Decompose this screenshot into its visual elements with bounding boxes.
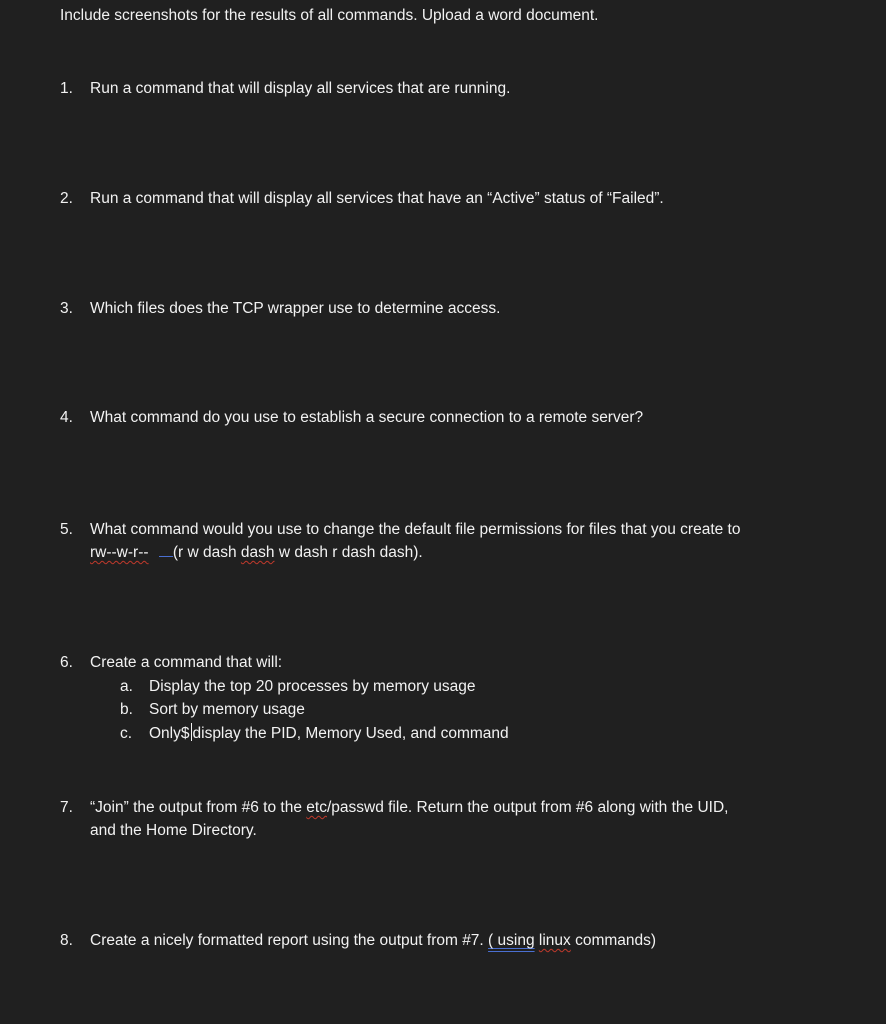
question-6-number: 6. xyxy=(60,654,73,671)
question-8-text xyxy=(90,930,656,952)
question-8-using: ( using xyxy=(488,932,535,949)
question-4-number: 4. xyxy=(60,409,73,426)
question-8-linux: linux xyxy=(538,932,571,949)
question-5-line2 xyxy=(90,542,423,564)
subitem-c-text-a: Only$ xyxy=(149,725,190,742)
subitem-c-letter: c. xyxy=(120,725,133,742)
dash-word: dash xyxy=(240,544,275,561)
question-7-etc: etc xyxy=(306,799,327,816)
permission-string: rw--w-r-- xyxy=(90,544,149,561)
question-8-number: 8. xyxy=(60,932,73,949)
subitem-a-letter: a. xyxy=(120,678,133,695)
question-5-text: What command would you use to change the default file permissions for files that you create to xyxy=(90,521,741,538)
question-7-text-a: “Join” the output from #6 to the xyxy=(90,799,307,816)
question-5-number: 5. xyxy=(60,521,73,538)
paren-text-a: (r w dash xyxy=(172,544,241,561)
question-8-text-e: commands) xyxy=(570,932,657,949)
question-2-number: 2. xyxy=(60,190,73,207)
paren-text-b: w dash r dash dash). xyxy=(274,544,423,561)
question-7-text-c: /passwd file. Return the output from #6 along with the UID, xyxy=(326,799,729,816)
subitem-a-text: Display the top 20 processes by memory usage xyxy=(149,678,476,695)
question-1-number: 1. xyxy=(60,80,73,97)
text-cursor xyxy=(191,723,192,741)
question-7-line2: and the Home Directory. xyxy=(90,822,257,839)
subitem-b-letter: b. xyxy=(120,701,133,718)
question-8-text-a: Create a nicely formatted report using the output from #7. xyxy=(90,932,489,949)
question-1-text: Run a command that will display all services that are running. xyxy=(90,80,511,97)
question-7-text xyxy=(90,797,728,819)
subitem-c-text xyxy=(149,723,509,745)
subitem-b-text: Sort by memory usage xyxy=(149,701,305,718)
intro-text: Include screenshots for the results of all commands. Upload a word document. xyxy=(60,7,599,24)
question-3-text: Which files does the TCP wrapper use to determine access. xyxy=(90,300,501,317)
question-7-number: 7. xyxy=(60,799,73,816)
question-4-text: What command do you use to establish a secure connection to a remote server? xyxy=(90,409,644,426)
question-2-text: Run a command that will display all services that have an “Active” status of “Failed”. xyxy=(90,190,664,207)
question-3-number: 3. xyxy=(60,300,73,317)
blank-underline xyxy=(159,544,173,557)
subitem-c-text-b: display the PID, Memory Used, and command xyxy=(192,725,509,742)
question-6-text: Create a command that will: xyxy=(90,654,283,671)
